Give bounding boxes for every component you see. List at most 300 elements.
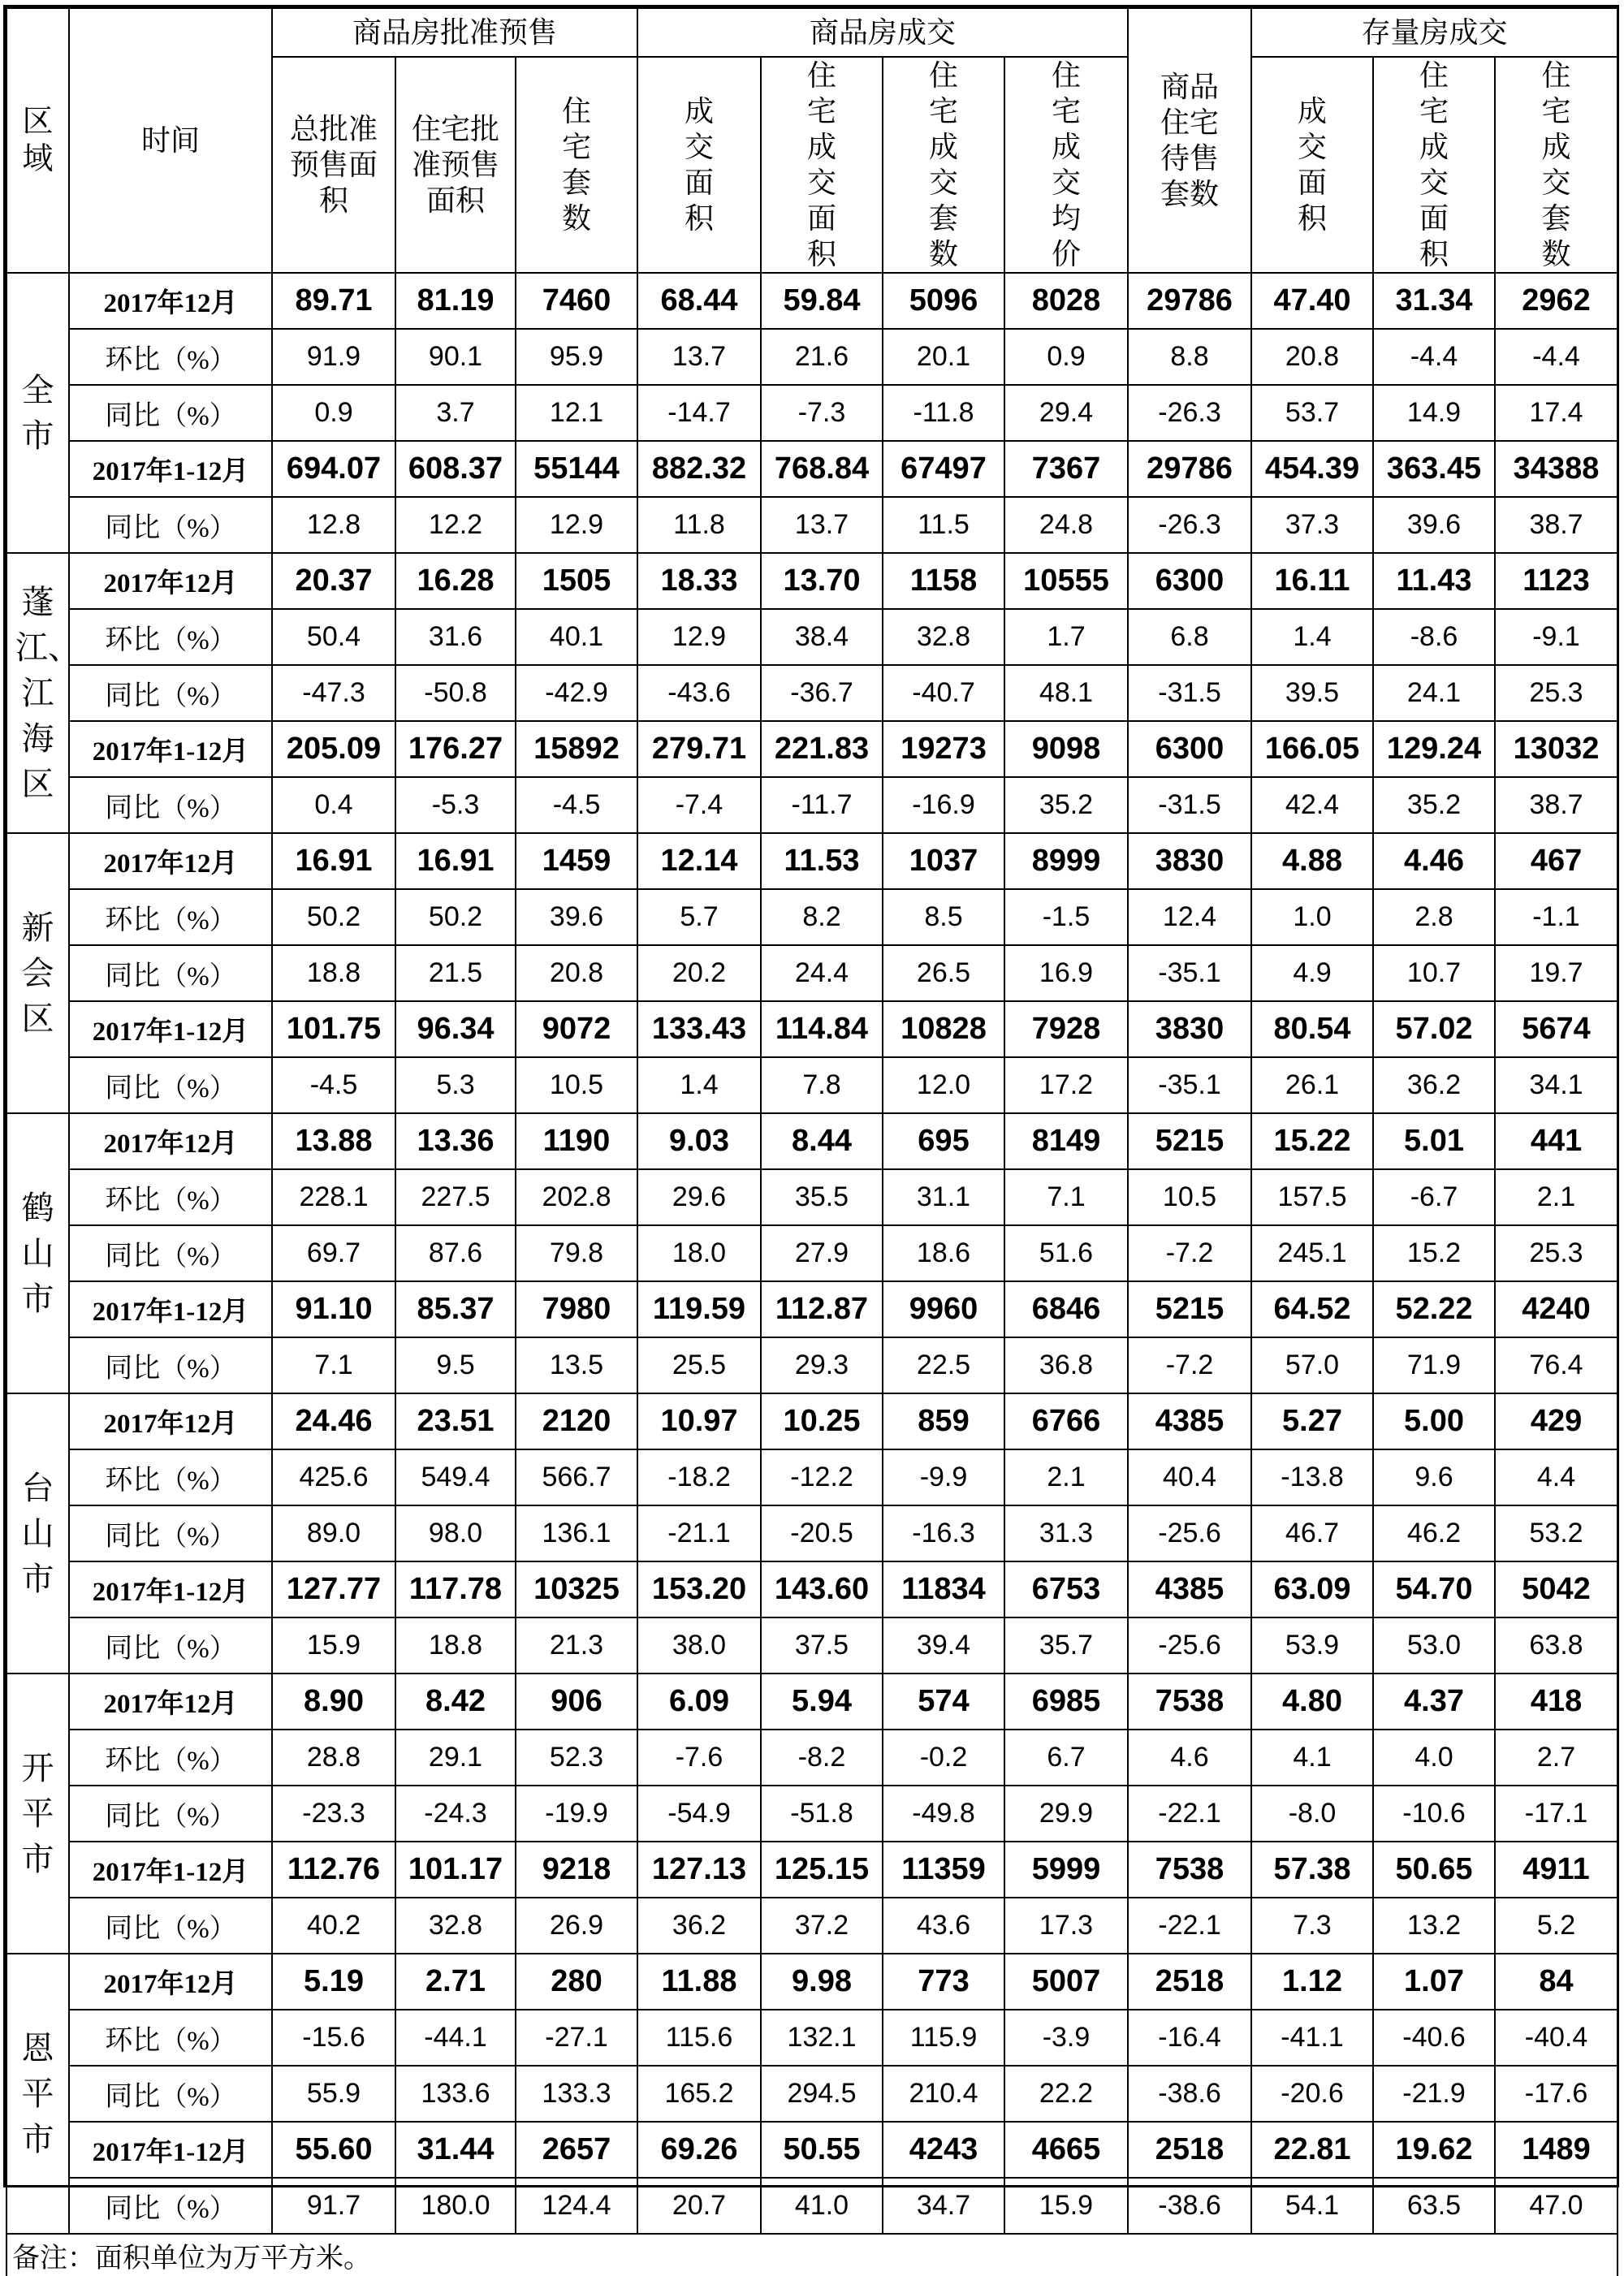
table-cell: 10.97 xyxy=(637,1393,761,1449)
table-cell: 38.7 xyxy=(1495,777,1618,833)
table-row xyxy=(6,1337,1618,1393)
period-label: 2017年1-12月 xyxy=(69,1281,272,1337)
table-cell: 85.37 xyxy=(395,1281,516,1337)
table-cell: 13032 xyxy=(1495,721,1618,777)
table-cell: 13.5 xyxy=(516,1337,637,1393)
table-cell: -15.6 xyxy=(272,2010,395,2066)
table-cell: 25.5 xyxy=(637,1337,761,1393)
table-row xyxy=(6,1225,1618,1281)
table-cell: 280 xyxy=(516,1954,637,2010)
table-cell: -47.3 xyxy=(272,665,395,721)
table-cell: 9.5 xyxy=(395,1337,516,1393)
table-cell: -14.7 xyxy=(637,385,761,441)
table-cell: 1190 xyxy=(516,1113,637,1169)
table-cell: -38.6 xyxy=(1128,2066,1251,2122)
table-cell: -44.1 xyxy=(395,2010,516,2066)
table-cell: 24.4 xyxy=(761,945,883,1001)
table-cell: 11359 xyxy=(883,1842,1004,1898)
table-cell: 46.2 xyxy=(1373,1505,1495,1561)
table-cell: 566.7 xyxy=(516,1449,637,1505)
table-cell: 29.4 xyxy=(1004,385,1128,441)
ratio-label-text: 同比 xyxy=(105,1241,161,1272)
table-cell: -35.1 xyxy=(1128,1057,1251,1113)
table-cell: -8.0 xyxy=(1251,1786,1373,1842)
table-cell: 6300 xyxy=(1128,553,1251,609)
table-cell: 54.1 xyxy=(1251,2178,1373,2234)
table-cell: 8.90 xyxy=(272,1674,395,1730)
table-cell: 63.8 xyxy=(1495,1617,1618,1674)
table-cell: 50.2 xyxy=(395,889,516,945)
table-cell: -16.9 xyxy=(883,777,1004,833)
table-cell: -16.3 xyxy=(883,1505,1004,1561)
table-cell: 87.6 xyxy=(395,1225,516,1281)
ratio-label-text: 环比 xyxy=(105,344,161,375)
table-cell: 425.6 xyxy=(272,1449,395,1505)
table-cell: 5674 xyxy=(1495,1001,1618,1057)
table-cell: 76.4 xyxy=(1495,1337,1618,1393)
table-cell: 114.84 xyxy=(761,1001,883,1057)
ratio-unit: （%） xyxy=(160,1803,236,1832)
table-cell: 101.75 xyxy=(272,1001,395,1057)
table-cell: -35.1 xyxy=(1128,945,1251,1001)
table-cell: 5999 xyxy=(1004,1842,1128,1898)
table-cell: 34388 xyxy=(1495,441,1618,497)
table-cell: 859 xyxy=(883,1393,1004,1449)
table-cell: 22.81 xyxy=(1251,2122,1373,2178)
table-cell: 906 xyxy=(516,1674,637,1730)
table-cell: 0.9 xyxy=(272,385,395,441)
table-cell: 1158 xyxy=(883,553,1004,609)
table-row xyxy=(6,1169,1618,1225)
region-name: 全市 xyxy=(6,273,69,553)
table-cell: 91.10 xyxy=(272,1281,395,1337)
table-row xyxy=(6,609,1618,665)
table-cell: 14.9 xyxy=(1373,385,1495,441)
table-cell: 20.8 xyxy=(516,945,637,1001)
table-cell: 117.78 xyxy=(395,1561,516,1617)
ratio-unit: （%） xyxy=(160,1186,236,1216)
yoy-label xyxy=(69,497,272,553)
table-cell: 11.53 xyxy=(761,833,883,889)
table-cell: -9.9 xyxy=(883,1449,1004,1505)
table-cell: 63.09 xyxy=(1251,1561,1373,1617)
table-cell: 5.94 xyxy=(761,1674,883,1730)
table-cell: 18.8 xyxy=(395,1617,516,1674)
table-cell: 90.1 xyxy=(395,329,516,385)
table-cell: 7980 xyxy=(516,1281,637,1337)
table-cell: 101.17 xyxy=(395,1842,516,1898)
table-cell: 10555 xyxy=(1004,553,1128,609)
table-cell: 9218 xyxy=(516,1842,637,1898)
table-cell: 124.4 xyxy=(516,2178,637,2234)
table-cell: -10.6 xyxy=(1373,1786,1495,1842)
header-time: 时间 xyxy=(69,8,272,273)
yoy-label xyxy=(69,1898,272,1954)
table-cell: 57.02 xyxy=(1373,1001,1495,1057)
header-deal-res-price: 住宅成交均价 xyxy=(1004,57,1128,273)
ratio-unit: （%） xyxy=(160,682,236,711)
table-cell: 18.8 xyxy=(272,945,395,1001)
ratio-label-text: 同比 xyxy=(105,792,161,823)
table-row xyxy=(6,2122,1618,2178)
table-cell: 34.7 xyxy=(883,2178,1004,2234)
table-cell: 53.7 xyxy=(1251,385,1373,441)
table-cell: 0.9 xyxy=(1004,329,1128,385)
table-cell: 6.09 xyxy=(637,1674,761,1730)
table-row xyxy=(6,1393,1618,1449)
table-cell: 574 xyxy=(883,1674,1004,1730)
table-cell: -6.7 xyxy=(1373,1169,1495,1225)
yoy-label xyxy=(69,665,272,721)
table-cell: 29.9 xyxy=(1004,1786,1128,1842)
table-cell: 4240 xyxy=(1495,1281,1618,1337)
table-cell: 4.6 xyxy=(1128,1730,1251,1786)
table-cell: 16.91 xyxy=(395,833,516,889)
table-cell: 29786 xyxy=(1128,441,1251,497)
table-cell: 441 xyxy=(1495,1113,1618,1169)
table-cell: 39.4 xyxy=(883,1617,1004,1674)
table-cell: -8.6 xyxy=(1373,609,1495,665)
ratio-unit: （%） xyxy=(160,794,236,823)
ratio-label-text: 同比 xyxy=(105,1633,161,1664)
table-cell: 695 xyxy=(883,1113,1004,1169)
table-cell: 50.4 xyxy=(272,609,395,665)
table-cell: -17.6 xyxy=(1495,2066,1618,2122)
table-cell: 9072 xyxy=(516,1001,637,1057)
table-row xyxy=(6,1113,1618,1169)
ratio-unit: （%） xyxy=(160,626,236,655)
table-cell: 91.9 xyxy=(272,329,395,385)
table-cell: 20.37 xyxy=(272,553,395,609)
table-cell: 5215 xyxy=(1128,1113,1251,1169)
table-cell: 79.8 xyxy=(516,1225,637,1281)
table-cell: 5.00 xyxy=(1373,1393,1495,1449)
table-cell: 157.5 xyxy=(1251,1169,1373,1225)
table-cell: 549.4 xyxy=(395,1449,516,1505)
table-cell: 3830 xyxy=(1128,1001,1251,1057)
table-cell: 4.1 xyxy=(1251,1730,1373,1786)
yoy-label xyxy=(69,1786,272,1842)
table-cell: 2.71 xyxy=(395,1954,516,2010)
table-cell: 16.91 xyxy=(272,833,395,889)
table-cell: 7928 xyxy=(1004,1001,1128,1057)
table-cell: 24.1 xyxy=(1373,665,1495,721)
header-stock-res-area: 住宅成交面积 xyxy=(1373,57,1495,273)
table-row xyxy=(6,1674,1618,1730)
region-name: 鹤山市 xyxy=(6,1113,69,1393)
table-cell: 13.70 xyxy=(761,553,883,609)
table-cell: 12.14 xyxy=(637,833,761,889)
table-cell: 38.7 xyxy=(1495,497,1618,553)
table-cell: 27.9 xyxy=(761,1225,883,1281)
table-cell: 25.3 xyxy=(1495,665,1618,721)
table-cell: 125.15 xyxy=(761,1842,883,1898)
table-cell: 31.34 xyxy=(1373,273,1495,329)
table-cell: 29.1 xyxy=(395,1730,516,1786)
table-cell: 32.8 xyxy=(395,1898,516,1954)
table-cell: 6846 xyxy=(1004,1281,1128,1337)
table-cell: -21.9 xyxy=(1373,2066,1495,2122)
ratio-label-text: 同比 xyxy=(105,1801,161,1832)
table-row xyxy=(6,1954,1618,2010)
table-cell: 133.6 xyxy=(395,2066,516,2122)
table-cell: 37.3 xyxy=(1251,497,1373,553)
table-cell: 2657 xyxy=(516,2122,637,2178)
table-cell: 115.6 xyxy=(637,2010,761,2066)
table-cell: 22.2 xyxy=(1004,2066,1128,2122)
table-cell: 6300 xyxy=(1128,721,1251,777)
ratio-label-text: 环比 xyxy=(105,905,161,935)
table-cell: 202.8 xyxy=(516,1169,637,1225)
table-row xyxy=(6,2178,1618,2234)
table-cell: 180.0 xyxy=(395,2178,516,2234)
table-cell: 32.8 xyxy=(883,609,1004,665)
table-cell: 6.7 xyxy=(1004,1730,1128,1786)
region-name: 恩平市 xyxy=(6,1954,69,2234)
table-cell: 221.83 xyxy=(761,721,883,777)
table-row xyxy=(6,1449,1618,1505)
table-cell: 8149 xyxy=(1004,1113,1128,1169)
table-cell: 2.1 xyxy=(1004,1449,1128,1505)
table-cell: 4665 xyxy=(1004,2122,1128,2178)
table-cell: 7.1 xyxy=(1004,1169,1128,1225)
table-row xyxy=(6,665,1618,721)
table-cell: 23.51 xyxy=(395,1393,516,1449)
ratio-unit: （%） xyxy=(160,1747,236,1776)
table-cell: 39.6 xyxy=(1373,497,1495,553)
yoy-label xyxy=(69,1337,272,1393)
yoy-label xyxy=(69,1057,272,1113)
table-cell: 228.1 xyxy=(272,1169,395,1225)
table-row xyxy=(6,385,1618,441)
table-cell: 24.46 xyxy=(272,1393,395,1449)
table-cell: -43.6 xyxy=(637,665,761,721)
table-cell: 50.2 xyxy=(272,889,395,945)
table-cell: -11.7 xyxy=(761,777,883,833)
table-cell: 64.52 xyxy=(1251,1281,1373,1337)
table-row xyxy=(6,553,1618,609)
table-cell: 11.5 xyxy=(883,497,1004,553)
table-cell: 132.1 xyxy=(761,2010,883,2066)
table-cell: 112.87 xyxy=(761,1281,883,1337)
table-row xyxy=(6,777,1618,833)
table-cell: 768.84 xyxy=(761,441,883,497)
table-cell: 63.5 xyxy=(1373,2178,1495,2234)
header-stock-area: 成交面积 xyxy=(1251,57,1373,273)
table-row xyxy=(6,1786,1618,1842)
table-cell: 7460 xyxy=(516,273,637,329)
table-cell: 127.13 xyxy=(637,1842,761,1898)
table-cell: 4.4 xyxy=(1495,1449,1618,1505)
region-name: 台山市 xyxy=(6,1393,69,1674)
table-cell: 4.46 xyxy=(1373,833,1495,889)
region-name: 新会区 xyxy=(6,833,69,1113)
yoy-label xyxy=(69,2178,272,2234)
header-presale-res-area: 住宅批准预售面积 xyxy=(395,57,516,273)
table-cell: 454.39 xyxy=(1251,441,1373,497)
table-cell: 129.24 xyxy=(1373,721,1495,777)
table-cell: 18.33 xyxy=(637,553,761,609)
table-cell: 13.2 xyxy=(1373,1898,1495,1954)
table-cell: 418 xyxy=(1495,1674,1618,1730)
table-cell: 36.2 xyxy=(637,1898,761,1954)
table-cell: 4.9 xyxy=(1251,945,1373,1001)
table-cell: 15.22 xyxy=(1251,1113,1373,1169)
table-cell: -19.9 xyxy=(516,1786,637,1842)
table-cell: 80.54 xyxy=(1251,1001,1373,1057)
table-cell: 15.9 xyxy=(1004,2178,1128,2234)
table-cell: 136.1 xyxy=(516,1505,637,1561)
table-cell: 2518 xyxy=(1128,2122,1251,2178)
ratio-unit: （%） xyxy=(160,346,236,375)
mom-label xyxy=(69,329,272,385)
table-cell: 8.2 xyxy=(761,889,883,945)
yoy-label xyxy=(69,1225,272,1281)
table-cell: 19.7 xyxy=(1495,945,1618,1001)
table-cell: 35.5 xyxy=(761,1169,883,1225)
table-cell: 115.9 xyxy=(883,2010,1004,2066)
table-cell: 96.34 xyxy=(395,1001,516,1057)
table-row xyxy=(6,1281,1618,1337)
table-row xyxy=(6,1617,1618,1674)
ratio-label-text: 同比 xyxy=(105,1353,161,1384)
table-cell: 245.1 xyxy=(1251,1225,1373,1281)
header-stock-res-units: 住宅成交套数 xyxy=(1495,57,1618,273)
table-cell: 81.19 xyxy=(395,273,516,329)
table-cell: 31.44 xyxy=(395,2122,516,2178)
table-cell: -25.6 xyxy=(1128,1617,1251,1674)
table-cell: 143.60 xyxy=(761,1561,883,1617)
table-cell: 7538 xyxy=(1128,1674,1251,1730)
table-cell: 95.9 xyxy=(516,329,637,385)
table-cell: 53.2 xyxy=(1495,1505,1618,1561)
mom-label xyxy=(69,609,272,665)
ratio-label-text: 环比 xyxy=(105,624,161,655)
table-cell: 1123 xyxy=(1495,553,1618,609)
table-cell: 46.7 xyxy=(1251,1505,1373,1561)
header-presale-total-area: 总批准预售面积 xyxy=(272,57,395,273)
yoy-label xyxy=(69,385,272,441)
period-label: 2017年12月 xyxy=(69,273,272,329)
table-cell: -21.1 xyxy=(637,1505,761,1561)
table-cell: 31.1 xyxy=(883,1169,1004,1225)
table-cell: 69.26 xyxy=(637,2122,761,2178)
mom-label xyxy=(69,1730,272,1786)
table-cell: 37.2 xyxy=(761,1898,883,1954)
ratio-unit: （%） xyxy=(160,1522,236,1552)
table-row xyxy=(6,441,1618,497)
table-cell: 10.5 xyxy=(516,1057,637,1113)
table-cell: 176.27 xyxy=(395,721,516,777)
ratio-unit: （%） xyxy=(160,1242,236,1272)
table-row xyxy=(6,1001,1618,1057)
table-cell: -22.1 xyxy=(1128,1898,1251,1954)
header-pending-units: 商品住宅待售套数 xyxy=(1128,8,1251,273)
table-cell: 11.8 xyxy=(637,497,761,553)
table-cell: 608.37 xyxy=(395,441,516,497)
table-cell: 8.8 xyxy=(1128,329,1251,385)
table-cell: 20.1 xyxy=(883,329,1004,385)
table-cell: 39.5 xyxy=(1251,665,1373,721)
table-cell: 57.38 xyxy=(1251,1842,1373,1898)
table-cell: 133.43 xyxy=(637,1001,761,1057)
ratio-label-text: 环比 xyxy=(105,2025,161,2056)
ratio-unit: （%） xyxy=(160,2027,236,2056)
period-label: 2017年1-12月 xyxy=(69,1001,272,1057)
table-cell: 8.42 xyxy=(395,1674,516,1730)
table-cell: 17.4 xyxy=(1495,385,1618,441)
table-cell: -9.1 xyxy=(1495,609,1618,665)
ratio-label-text: 同比 xyxy=(105,961,161,991)
table-cell: 20.7 xyxy=(637,2178,761,2234)
table-cell: -49.8 xyxy=(883,1786,1004,1842)
table-cell: 71.9 xyxy=(1373,1337,1495,1393)
table-cell: 52.22 xyxy=(1373,1281,1495,1337)
table-row xyxy=(6,1842,1618,1898)
mom-label xyxy=(69,1169,272,1225)
table-cell: -11.8 xyxy=(883,385,1004,441)
table-cell: 210.4 xyxy=(883,2066,1004,2122)
table-cell: -4.5 xyxy=(272,1057,395,1113)
table-cell: 5.3 xyxy=(395,1057,516,1113)
table-cell: 53.0 xyxy=(1373,1617,1495,1674)
table-cell: -36.7 xyxy=(761,665,883,721)
ratio-label-text: 同比 xyxy=(105,1073,161,1103)
period-label: 2017年1-12月 xyxy=(69,441,272,497)
table-cell: 11834 xyxy=(883,1561,1004,1617)
table-cell: 7538 xyxy=(1128,1842,1251,1898)
table-cell: -23.3 xyxy=(272,1786,395,1842)
table-cell: 89.71 xyxy=(272,273,395,329)
ratio-unit: （%） xyxy=(160,1466,236,1496)
table-cell: 13.7 xyxy=(761,497,883,553)
table-cell: 55144 xyxy=(516,441,637,497)
table-cell: -51.8 xyxy=(761,1786,883,1842)
table-row xyxy=(6,945,1618,1001)
table-cell: 9960 xyxy=(883,1281,1004,1337)
table-cell: 35.7 xyxy=(1004,1617,1128,1674)
region-name: 蓬江、江海区 xyxy=(6,553,69,833)
table-cell: 35.2 xyxy=(1004,777,1128,833)
table-cell: 12.2 xyxy=(395,497,516,553)
table-cell: -4.4 xyxy=(1495,329,1618,385)
table-cell: 29.3 xyxy=(761,1337,883,1393)
table-cell: -7.2 xyxy=(1128,1225,1251,1281)
period-label: 2017年1-12月 xyxy=(69,1842,272,1898)
table-cell: -17.1 xyxy=(1495,1786,1618,1842)
period-label: 2017年1-12月 xyxy=(69,1561,272,1617)
table-cell: 17.3 xyxy=(1004,1898,1128,1954)
table-cell: 205.09 xyxy=(272,721,395,777)
period-label: 2017年12月 xyxy=(69,553,272,609)
table-cell: 26.5 xyxy=(883,945,1004,1001)
table-cell: 2.8 xyxy=(1373,889,1495,945)
table-cell: 31.6 xyxy=(395,609,516,665)
table-cell: 8999 xyxy=(1004,833,1128,889)
ratio-unit: （%） xyxy=(160,1074,236,1103)
ratio-unit: （%） xyxy=(160,906,236,935)
table-cell: -40.6 xyxy=(1373,2010,1495,2066)
ratio-label-text: 同比 xyxy=(105,680,161,711)
period-label: 2017年12月 xyxy=(69,1393,272,1449)
table-cell: 10325 xyxy=(516,1561,637,1617)
table-cell: 165.2 xyxy=(637,2066,761,2122)
table-cell: 294.5 xyxy=(761,2066,883,2122)
statistics-table-sheet xyxy=(3,5,1619,2274)
table-cell: 37.5 xyxy=(761,1617,883,1674)
table-cell: 20.8 xyxy=(1251,329,1373,385)
table-cell: 882.32 xyxy=(637,441,761,497)
